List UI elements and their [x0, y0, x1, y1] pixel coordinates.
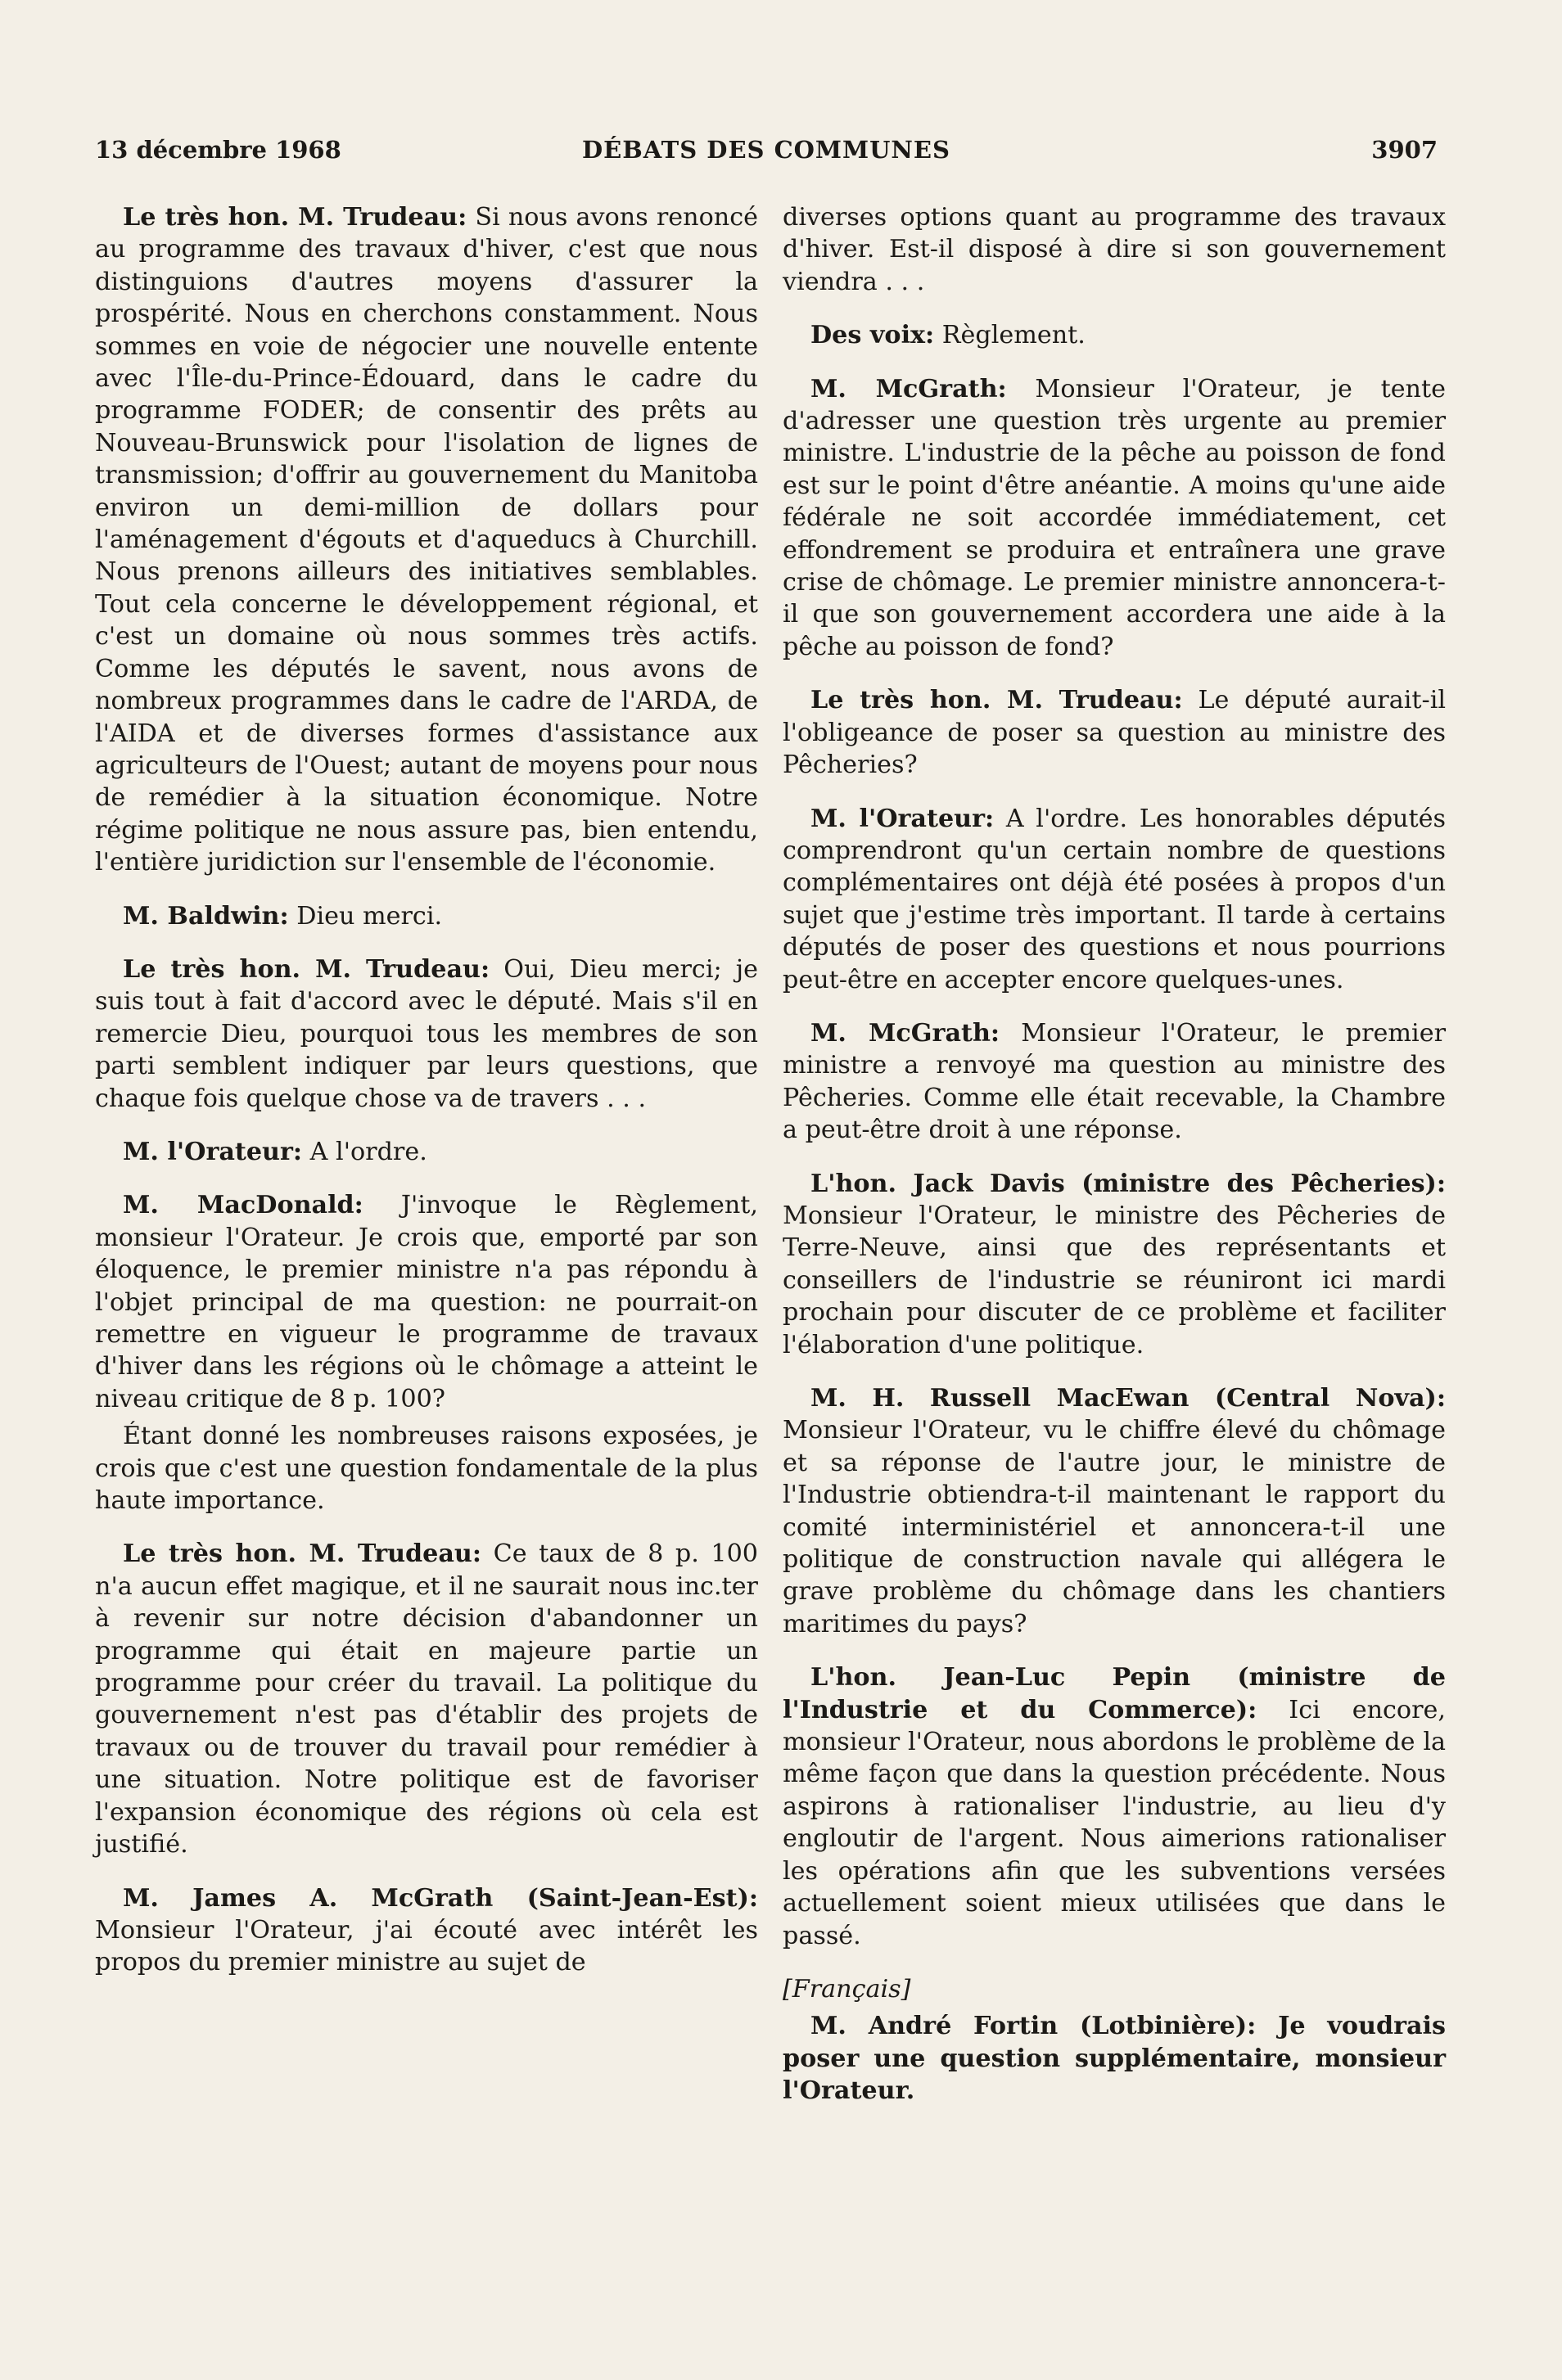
speaker-name: M. André Fortin (Lotbinière): — [810, 2012, 1257, 2041]
header-date: 13 décembre 1968 — [95, 136, 341, 164]
paragraph — [783, 1168, 1446, 1361]
speech-text: J'invoque le Règlement, monsieur l'Orateur. Je crois que, emporté par son éloquence, le premier ministre n'a pas répondu à l'objet principal de ma question: ne pourrait-on remettre en vigueur le programme de travaux d'hiver dans les régions où le chômage a atteint le niveau critique de 8 p. 100? — [95, 1191, 758, 1413]
right-column — [783, 201, 1446, 2107]
paragraph — [783, 201, 1446, 298]
speaker-name: Le très hon. M. Trudeau: — [123, 203, 467, 232]
speech-text: Monsieur l'Orateur, vu le chiffre élevé du chômage et sa réponse de l'autre jour, le ministre de l'Industrie obtiendra-t-il maintenant le rapport du comité interministériel et annoncera-t-il une politique de construction navale qui allégera le grave problème du chômage dans les chantiers maritimes du pays? — [783, 1416, 1446, 1639]
paragraph — [95, 900, 758, 932]
speech-text: Monsieur l'Orateur, le premier ministre a renvoyé ma question au ministre des Pêcheries. Comme elle était recevable, la Chambre a peut-être droit à une réponse. — [783, 1018, 1446, 1145]
page-number: 3907 — [1371, 136, 1438, 164]
speech-text: Je voudrais poser une question supplémentaire, monsieur l'Orateur. — [783, 2012, 1446, 2106]
paragraph — [783, 1973, 1446, 2005]
language-marker: [Français] — [783, 1974, 911, 2004]
paragraph — [783, 803, 1446, 996]
paragraph — [95, 1882, 758, 1979]
speaker-name: L'hon. Jean-Luc Pepin (ministre de l'Industrie et du Commerce): — [783, 1663, 1446, 1724]
speech-text: diverses options quant au programme des travaux d'hiver. Est-il disposé à dire si son gouvernement viendra . . . — [783, 203, 1446, 296]
speaker-name: M. Baldwin: — [123, 901, 289, 931]
speaker-name: Le très hon. M. Trudeau: — [810, 686, 1183, 715]
paragraph — [783, 1661, 1446, 1952]
speech-text: Si nous avons renoncé au programme des travaux d'hiver, c'est que nous distinguions d'autres moyens d'assurer la prospérité. Nous en cherchons constamment. Nous sommes en voie de négocier une nouvelle entente avec l'Île-du-Prince-Édouard, dans le cadre du programme FODER; de consentir des prêts au Nouveau-Brunswick pour l'isolation de lignes de transmission; d'offrir au gouvernement du Manitoba environ un demi-million de dollars pour l'aménagement d'égouts et d'aqueducs à Churchill. Nous prenons ailleurs des initiatives semblables. Tout cela concerne le développement régional, et c'est un domaine où nous sommes très actifs. Comme les députés le savent, nous avons de nombreux programmes dans le cadre de l'ARDA, de l'AIDA et de diverses formes d'assistance aux agriculteurs de l'Ouest; autant de moyens pour nous de remédier à la situation économique. Notre régime politique ne nous assure pas, bien entendu, l'entière juridiction sur l'ensemble de l'économie. — [95, 203, 758, 877]
speaker-name: M. l'Orateur: — [810, 804, 995, 833]
speaker-name: M. McGrath: — [810, 374, 1007, 403]
left-column — [95, 201, 758, 1979]
speaker-name: M. James A. McGrath (Saint-Jean-Est): — [123, 1883, 758, 1913]
page-header — [95, 136, 1438, 172]
speech-text: Ici encore, monsieur l'Orateur, nous abordons le problème de la même façon que dans la question précédente. Nous aspirons à rationaliser l'industrie, au lieu d'y engloutir de l'argent. Nous aimerions rationaliser les opérations afin que les subventions versées actuellement soient mieux utilisées que dans le passé. — [783, 1695, 1446, 1950]
speaker-name: Le très hon. M. Trudeau: — [123, 954, 490, 984]
speaker-name: L'hon. Jack Davis (ministre des Pêcheries): — [810, 1169, 1446, 1198]
paragraph — [783, 319, 1446, 351]
speech-text: Le député aurait-il l'obligeance de poser sa question au ministre des Pêcheries? — [783, 686, 1447, 780]
speaker-name: M. H. Russell MacEwan (Central Nova): — [810, 1384, 1446, 1413]
speech-text: Règlement. — [934, 321, 1086, 350]
speaker-name: M. l'Orateur: — [123, 1137, 303, 1166]
speech-text: Ce taux de 8 p. 100 n'a aucun effet magique, et il ne saurait nous inc.ter à revenir sur notre décision d'abandonner un programme qui était en majeure partie un programme pour créer du travail. La politique du gouvernement n'est pas d'établir des projets de travaux ou de trouver du travail pour remédier à une situation. Notre politique est de favoriser l'expansion économique des régions où cela est justifié. — [95, 1539, 758, 1859]
speaker-name: M. McGrath: — [810, 1018, 1000, 1048]
paragraph — [783, 1017, 1446, 1147]
speaker-name: Des voix: — [810, 321, 935, 350]
speech-text: Monsieur l'Orateur, le ministre des Pêcheries de Terre-Neuve, ainsi que des représentants et conseillers de l'industrie se réuniront ici mardi prochain pour discuter de ce problème et faciliter l'élaboration d'une politique. — [783, 1201, 1446, 1359]
speech-text: Oui, Dieu merci; je suis tout à fait d'accord avec le député. Mais s'il en remercie Dieu, pourquoi tous les membres de son parti semblent indiquer par leurs questions, que chaque fois quelque chose va de travers . . . — [95, 954, 758, 1113]
paragraph — [783, 2010, 1446, 2107]
speaker-name: M. MacDonald: — [123, 1191, 363, 1220]
speech-text: Étant donné les nombreuses raisons exposées, je crois que c'est une question fondamentale de la plus haute importance. — [95, 1422, 758, 1516]
paragraph — [95, 953, 758, 1115]
paragraph — [95, 1189, 758, 1415]
paragraph — [783, 684, 1446, 781]
paragraph — [95, 1136, 758, 1168]
paragraph — [783, 373, 1446, 664]
paragraph — [95, 1420, 758, 1517]
speech-text: A l'ordre. — [302, 1137, 427, 1166]
speech-text: Monsieur l'Orateur, je tente d'adresser une question très urgente au premier ministre. L'industrie de la pêche au poisson de fond est sur le point d'être anéantie. A moins qu'une aide fédérale ne soit accordée immédiatement, cet effondrement se produira et entraînera une grave crise de chômage. Le premier ministre annoncera-t-il que son gouvernement accordera une aide à la pêche au poisson de fond? — [783, 374, 1446, 661]
header-title: DÉBATS DES COMMUNES — [582, 136, 950, 164]
paragraph — [783, 1382, 1446, 1640]
paragraph — [95, 201, 758, 879]
speaker-name: Le très hon. M. Trudeau: — [123, 1539, 482, 1569]
speech-text: Dieu merci. — [288, 901, 443, 931]
speech-text: A l'ordre. Les honorables députés comprendront qu'un certain nombre de questions complémentaires ont déjà été posées à propos d'un sujet que j'estime très important. Il tarde à certains députés de poser des questions et nous pourrions peut-être en accepter encore quelques-unes. — [783, 804, 1446, 994]
speech-text: Monsieur l'Orateur, j'ai écouté avec intérêt les propos du premier ministre au sujet de — [95, 1915, 758, 1977]
paragraph — [95, 1538, 758, 1860]
